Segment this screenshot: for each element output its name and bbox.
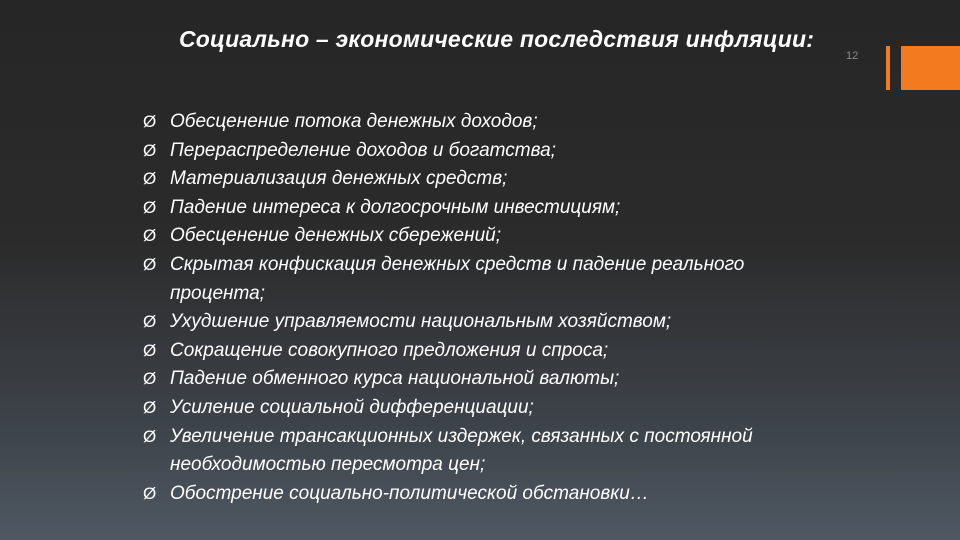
accent-bar-thin: [886, 46, 890, 90]
bullet-text: Падение интереса к долгосрочным инвестициям;: [170, 196, 621, 218]
slide-title: Социально – экономические последствия инфляции:: [179, 26, 815, 52]
bullet-item: [143, 137, 823, 166]
bullet-item: [143, 222, 823, 251]
bullet-text: Увеличение трансакционных издержек, связанных с постоянной необходимостью пересмотра цен;: [170, 425, 753, 476]
bullet-item: [143, 108, 823, 137]
bullet-text: Сокращение совокупного предложения и спроса;: [170, 339, 609, 361]
bullet-arrow-icon: Ø: [143, 340, 157, 360]
bullet-item: [143, 194, 823, 223]
bullet-item: [143, 308, 823, 337]
bullet-item: [143, 423, 823, 480]
bullet-item: [143, 165, 823, 194]
bullet-arrow-icon: Ø: [143, 254, 157, 274]
bullet-item: [143, 251, 823, 308]
bullet-arrow-icon: Ø: [143, 226, 157, 246]
bullet-item: [143, 365, 823, 394]
bullet-arrow-icon: Ø: [143, 426, 157, 446]
accent-bar-thick: [901, 46, 960, 90]
bullet-text: Обесценение денежных сбережений;: [170, 225, 501, 247]
bullet-arrow-icon: Ø: [143, 483, 157, 503]
bullet-arrow-icon: Ø: [143, 140, 157, 160]
bullet-arrow-icon: Ø: [143, 169, 157, 189]
bullet-text: Усиление социальной дифференциации;: [170, 396, 534, 418]
bullet-text: Материализация денежных средств;: [170, 168, 508, 190]
bullet-item: [143, 394, 823, 423]
bullet-item: [143, 337, 823, 366]
bullet-list: [143, 108, 823, 508]
bullet-arrow-icon: Ø: [143, 197, 157, 217]
bullet-text: Скрытая конфискация денежных средств и падение реального процента;: [170, 253, 745, 304]
bullet-text: Обесценение потока денежных доходов;: [170, 111, 538, 132]
bullet-item: [143, 480, 823, 509]
bullet-text: Падение обменного курса национальной валюты;: [170, 368, 620, 390]
slide-number: 12: [846, 50, 859, 62]
bullet-text: Обострение социально-политической обстановки…: [170, 482, 649, 504]
bullet-text: Перераспределение доходов и богатства;: [170, 139, 556, 161]
bullet-arrow-icon: Ø: [143, 312, 157, 332]
bullet-arrow-icon: Ø: [143, 397, 157, 417]
bullet-arrow-icon: Ø: [143, 369, 157, 389]
bullet-text: Ухудшение управляемости национальным хозяйством;: [170, 311, 672, 333]
bullet-arrow-icon: Ø: [143, 112, 157, 131]
